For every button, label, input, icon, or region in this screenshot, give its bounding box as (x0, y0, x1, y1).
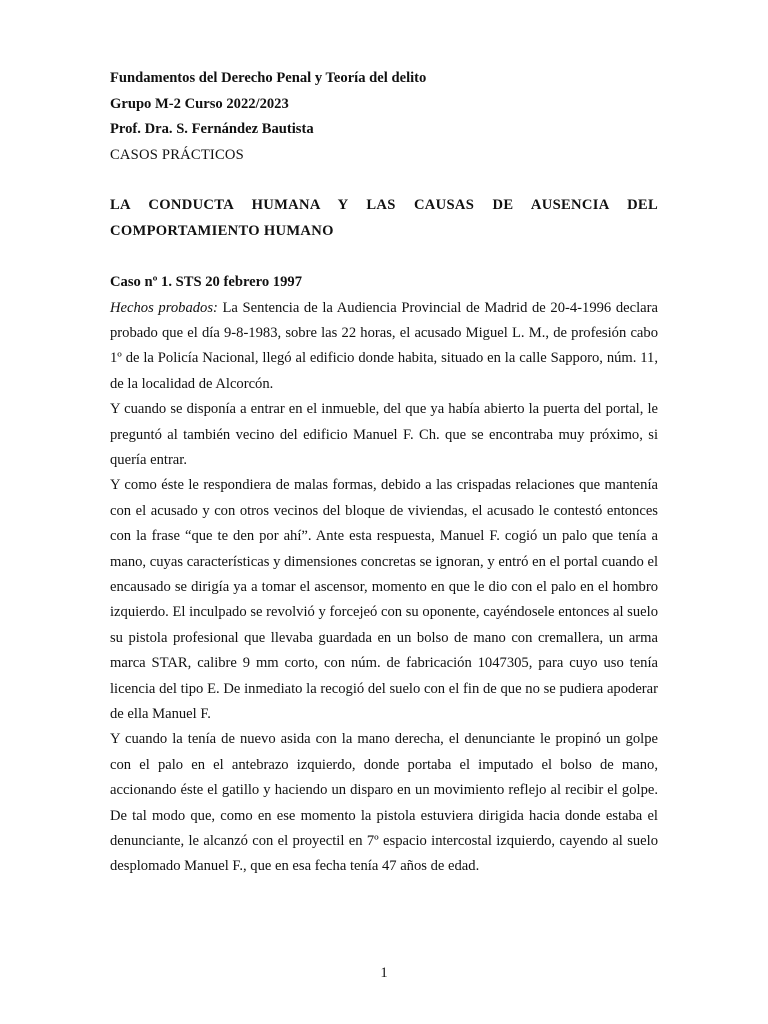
section-label: CASOS PRÁCTICOS (110, 146, 244, 163)
case-paragraph-2: Y cuando se disponía a entrar en el inmueble, del que ya había abierto la puerta del portal, le preguntó al también vecino del edificio Manuel F. Ch. que se encontraba muy próximo, si quería entrar. (110, 401, 658, 468)
case-title: Caso nº 1. STS 20 febrero 1997 (110, 274, 302, 290)
facts-label: Hechos probados: (110, 299, 218, 316)
group-line: Grupo M-2 Curso 2022/2023 (110, 95, 289, 112)
course-title: Fundamentos del Derecho Penal y Teoría del delito (110, 70, 427, 86)
case-paragraph-1-text: La Sentencia de la Audiencia Provincial de Madrid de 20-4-1996 declara probado que el día 9-8-1983, sobre las 22 horas, el acusado Miguel L. M., de profesión cabo 1º de la Policía Nacional, llegó al edificio donde habita, situado en la calle Sapporo, núm. 11, de la localidad de Alcorcón. (110, 299, 659, 392)
professor-line: Prof. Dra. S. Fernández Bautista (110, 121, 314, 137)
case-paragraph-1 (110, 296, 658, 398)
page-number: 1 (380, 965, 388, 981)
case-paragraph-4: Y cuando la tenía de nuevo asida con la mano derecha, el denunciante le propinó un golpe con el palo en el antebrazo izquierdo, donde portaba el imputado el bolso de mano, accionando éste el gatillo y haciendo un disparo en un movimiento reflejo al recibir el golpe. De tal modo que, como en ese momento la pistola estuviera dirigida hacia donde estaba el denunciante, le alcanzó con el proyectil en 7º espacio intercostal izquierdo, cayendo al suelo desplomado Manuel F., que en esa fecha tenía 47 años de edad. (110, 731, 658, 875)
topic-title: LA CONDUCTA HUMANA Y LAS CAUSAS DE AUSENCIA DEL COMPORTAMIENTO HUMANO (110, 197, 658, 239)
case-paragraph-3: Y como éste le respondiera de malas formas, debido a las crispadas relaciones que mantenía con el acusado y con otros vecinos del bloque de viviendas, el acusado le contestó entonces con la frase “que te den por ahí”. Ante esta respuesta, Manuel F. cogió un palo que tenía a mano, cuyas características y dimensiones concretas se ignoran, y entró en el portal cuando el encausado se dirigía ya a tomar el ascensor, momento en que le dio con el palo en el hombro izquierdo. El inculpado se revolvió y forcejeó con su oponente, cayéndosele entonces al suelo su pistola profesional que llevaba guardada en un bolso de mano con cremallera, un arma marca STAR, calibre 9 mm corto, con núm. de fabricación 1047305, para cuyo uso tenía licencia del tipo E. De inmediato la recogió del suelo con el fin de que no se pudiera apoderar de ella Manuel F. (110, 477, 658, 722)
document-page (110, 66, 658, 880)
